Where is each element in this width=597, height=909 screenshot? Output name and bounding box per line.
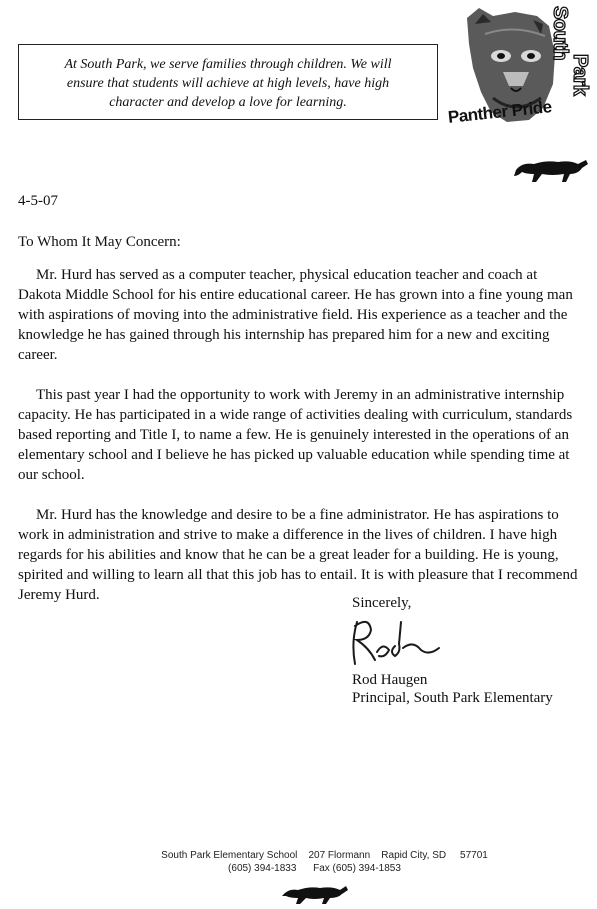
running-panther-icon [280, 882, 350, 906]
letter-paragraph: This past year I had the opportunity to work with Jeremy in an administrative internship capacity. He has participated in a wide range of activities dealing with curriculum, standards based reporting and Title I, to name a few. He is genuinely interested in the operations of an elementary school and I believe he has picked up valuable education while spending time at our school. [18, 387, 573, 483]
running-panther-icon [512, 152, 592, 186]
handwritten-signature [343, 612, 443, 672]
logo-motto: Panther Pride [447, 97, 553, 127]
letter-salutation: To Whom It May Concern: [18, 234, 181, 250]
logo-school-word-2: Park [569, 54, 591, 96]
letter-closing: Sincerely, [352, 595, 412, 611]
logo-school-word-1: South [549, 6, 571, 61]
letter-paragraph: Mr. Hurd has served as a computer teacher, physical education teacher and coach at Dakota Middle School for his entire educational career. He has grown into a fine young man with aspirations of moving into the administrative field. His experience as a teacher and the knowledge he has gained through his internship has prepared him for a new and exciting career. [18, 267, 573, 363]
letterhead-footer [0, 849, 597, 875]
letter-body [18, 265, 580, 625]
footer-address: South Park Elementary School 207 Flormann Rapid City, SD 57701 [161, 850, 488, 861]
mission-statement-box [18, 44, 438, 120]
letter-date: 4-5-07 [18, 193, 58, 209]
mission-line-3: character and develop a love for learning. [109, 95, 347, 110]
mission-line-2: ensure that students will achieve at high levels, have high [66, 76, 390, 91]
signer-name: Rod Haugen [352, 672, 428, 688]
signer-title: Principal, South Park Elementary [352, 690, 553, 706]
footer-phone: (605) 394-1833 Fax (605) 394-1853 [228, 863, 401, 874]
mission-line-1: At South Park, we serve families through children. We will [64, 57, 392, 72]
letter-paragraph: Mr. Hurd has the knowledge and desire to be a fine administrator. He has aspirations to work in administration and strive to make a difference in the lives of children. I have high regards for his abilities and know that he can be a great leader for a building. He is young, spirited and willing to learn all that this job has to entail. It is with pleasure that I recommend Jeremy Hurd. [18, 507, 578, 603]
